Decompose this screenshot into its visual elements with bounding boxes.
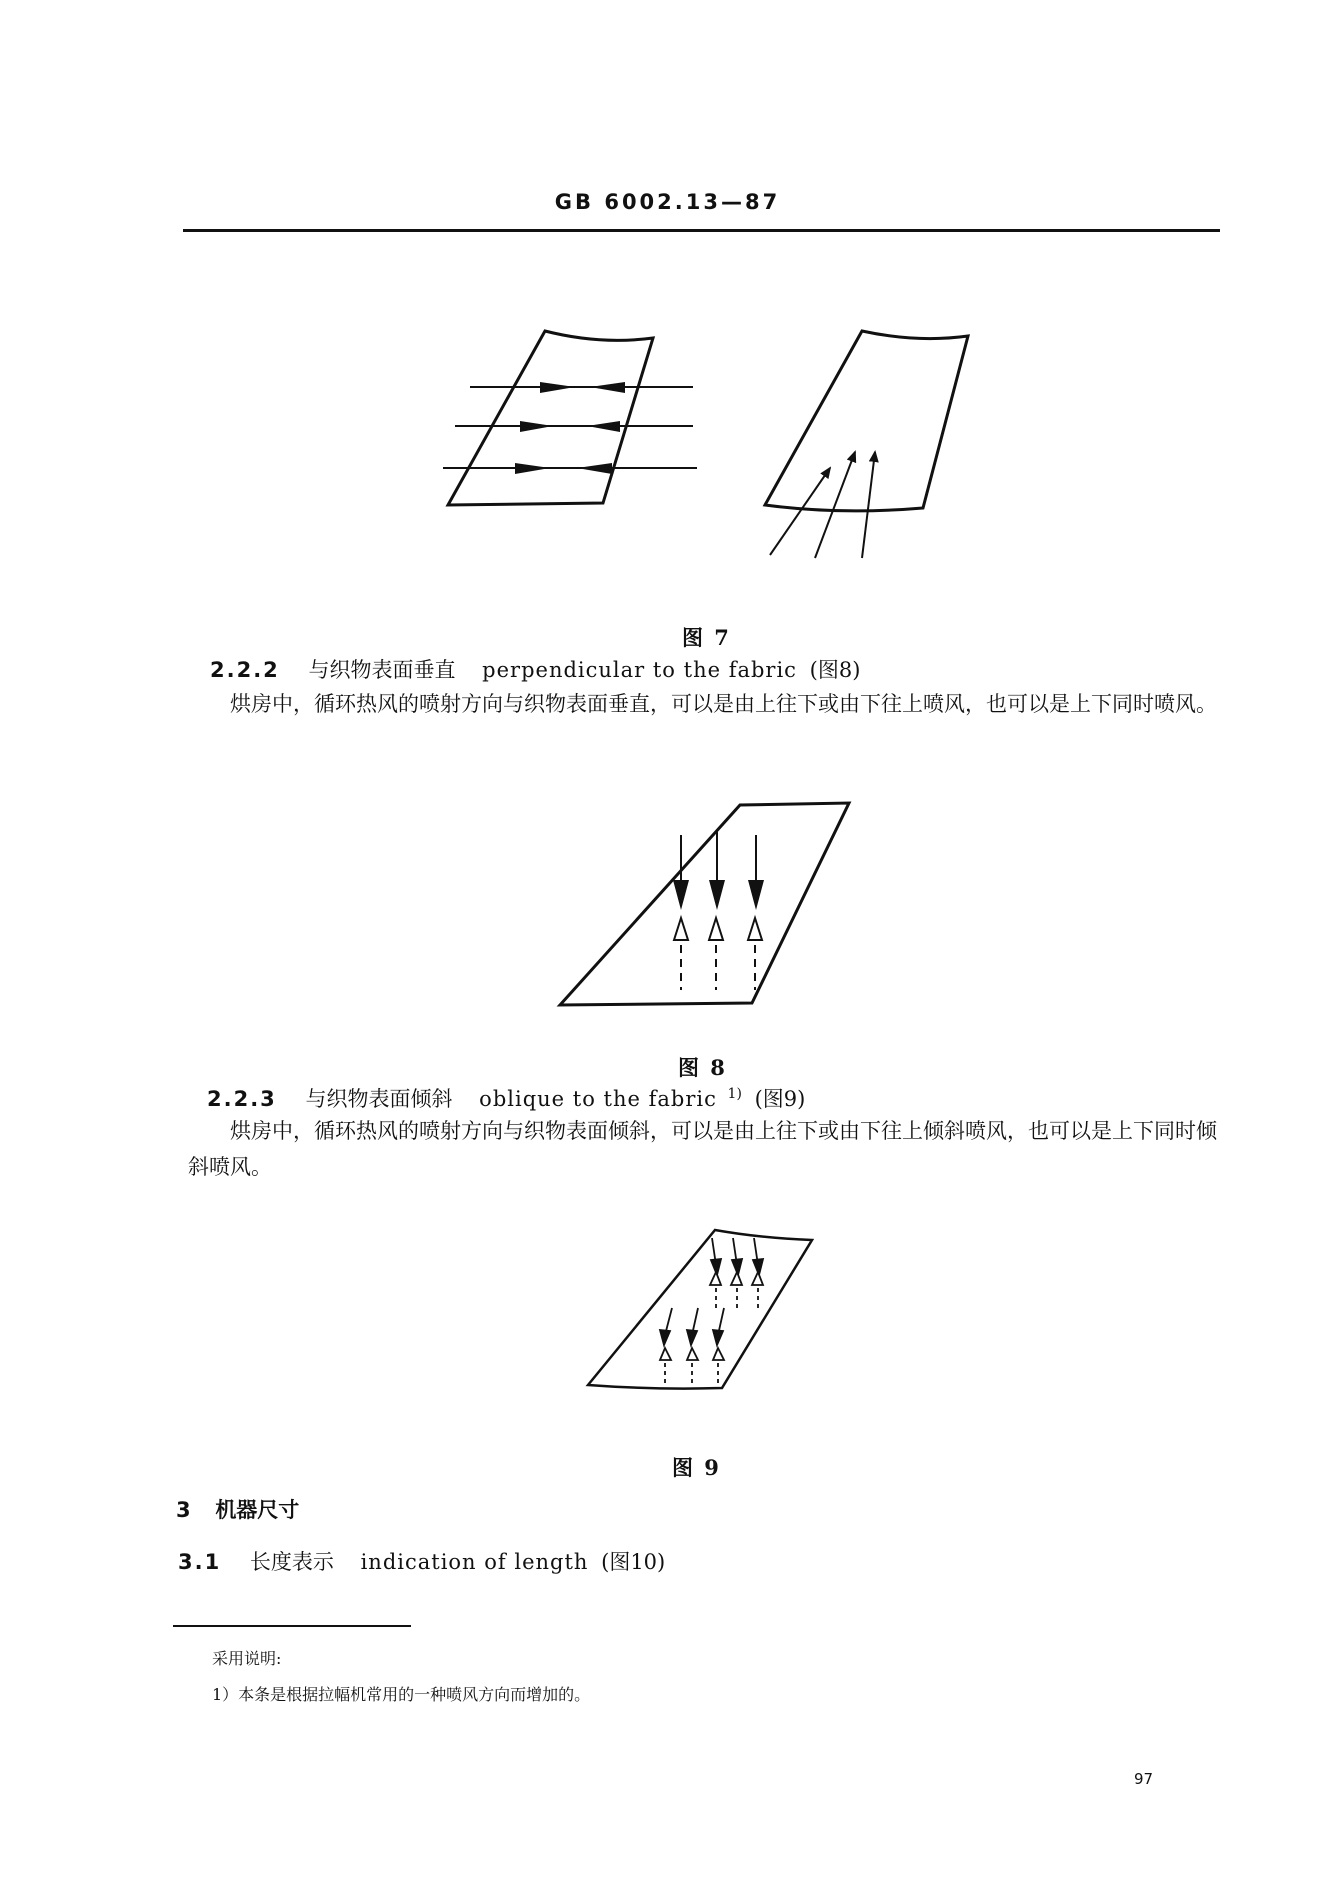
standard-header: GB 6002.13—87 <box>554 190 781 214</box>
figure-reference: (图8) <box>809 658 861 682</box>
section-title-en: perpendicular to the fabric <box>482 658 797 682</box>
figure-8-caption: 图 8 <box>678 1055 727 1080</box>
figure-reference: (图9) <box>754 1087 806 1111</box>
figure-reference: (图10) <box>601 1550 666 1574</box>
section-2-2-3-paragraph: 烘房中，循环热风的喷射方向与织物表面倾斜，可以是由上往下或由下往上倾斜喷风，也可以是上下同时倾斜喷风。 <box>188 1119 1217 1179</box>
section-number: 3 <box>176 1498 193 1522</box>
section-2-2-2-paragraph: 烘房中，循环热风的喷射方向与织物表面垂直，可以是由上往下或由下往上喷风，也可以是上下同时喷风。 <box>230 692 1217 716</box>
section-number: 2.2.3 <box>207 1087 277 1111</box>
section-title-cn: 与织物表面倾斜 <box>305 1087 453 1111</box>
section-title-en: indication of length <box>360 1550 589 1574</box>
footnote-heading: 采用说明: <box>212 1649 282 1668</box>
section-title-cn: 长度表示 <box>249 1550 334 1574</box>
footnote-rule <box>173 1625 411 1627</box>
footnote-item: 1）本条是根据拉幅机常用的一种喷风方向而增加的。 <box>212 1685 591 1704</box>
section-title-en: oblique to the fabric <box>479 1087 717 1111</box>
section-title-cn: 与织物表面垂直 <box>308 658 456 682</box>
section-number: 2.2.2 <box>210 658 280 682</box>
footnote-mark: 1) <box>727 1086 742 1102</box>
figure-7-caption: 图 7 <box>682 625 731 650</box>
section-3-heading <box>176 1494 299 1524</box>
figure-9-caption: 图 9 <box>672 1455 721 1480</box>
section-title: 机器尺寸 <box>215 1497 300 1522</box>
section-3-1-heading <box>178 1546 665 1576</box>
section-number: 3.1 <box>178 1550 222 1574</box>
page-number: 97 <box>1134 1770 1154 1788</box>
